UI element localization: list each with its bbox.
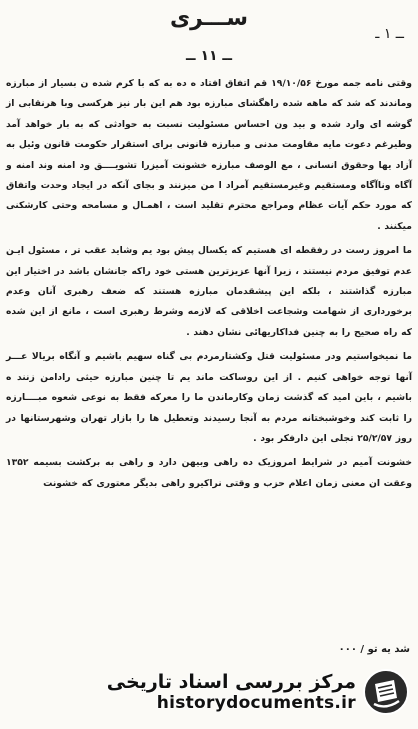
watermark-title: مرکز بررسی اسناد تاریخی	[106, 671, 356, 693]
classification-heading: ســـری	[169, 6, 249, 31]
watermark-text	[107, 671, 356, 713]
paragraph-3: ما نمیخواستیم ودر مسئولیت قتل وکشتارمردم بی گناه سهیم باشیم و آنگاه بریالا عـــر آنها توجه خواهی کنیم . از این روساکت ماند یم تا چنین مبارزه حیثی رادامن زنند ه باشیم ، باین امید که گذشت زمان وکارماندن ما را معرکه فقط به نوعی شعوه مبــــارزه را ثابت کند وخوشبختانه مردم به آنجا رسیدند وتعطیل ها را بازار تهران وشهرستانها در روز ۲۵/۲/۵۷ تجلی این دارفکر بود .	[6, 351, 412, 444]
paragraph-1: وقتی نامه جمه مورخ ۱۹/۱۰/۵۶ قم اتفاق افتاد ه ده به که با کرم شده ن بسیار از مبارزه وماندند که شد که ماهه شده راهگشای مبارزه بود هم این بار نیز هرکسی وبا هرنقابی از گوشه ای وارد شده و بید ون احساس مسئولیت نسبت به حوادثی که به بار خواهد آمد وطیرغم دعوت مایه مقاومت مدنی و مبارزه قانونی برای استقرار حکومت قانون وئیل به آزاد یها وحقوق انسانی ، مع الوصف مبارزه خشونت آمیزرا تشویــــق ود امنه وند امنه و آگاه وناآگاه ومستقیم وغیرمستقیم آمراد ا من میزنند و بجای آنکه در ایجاد وحدت واتفاق که مورد حکم آیات عظام ومراجع محترم تقلید است ، اهمـال و مسامحه وحتی کارشکنی میکنند .	[6, 78, 412, 232]
tail-note: شد یه تو / ۰۰۰	[338, 644, 410, 655]
watermark-url: historydocuments.ir	[156, 693, 356, 713]
archive-logo-icon	[362, 668, 410, 716]
page-number: ــ ۱۱ ــ	[186, 48, 232, 64]
corner-mark: ــ ۱ ـ	[375, 26, 404, 42]
paragraph-2: ما امروز رست در رفقطه ای هستیم که یکسال پیش بود یم وشاید عقب تر ، مسئول ایـن عدم توفیق مردم نیستند ، زیرا آنها عزیزترین هستی خود راکه جانشان باشد در اختیار این مبارزه گذاشتند ، بلکه این پیشقدمان مبارزه هستند که ضعف رهبری آنان وعدم برخورداری از شهامت وشجاعت اخلاقی که لازمه وشرط رهبری است ، مانع از این شده که راه صحیح را به چنین فداکاریهائی نشان دهند .	[6, 245, 412, 338]
watermark	[0, 655, 418, 729]
paragraph-4: خشونت آمیم در شرایط امروزیک ده راهی وبیهن دارد و راهی به برکشت بسیمه ۱۳۵۲ وعقت ان معنی زمان اعلام حزب و وقتی نراکیرو راهی بدیگر معتوری که خشونت	[6, 457, 412, 489]
document-body	[6, 74, 412, 494]
